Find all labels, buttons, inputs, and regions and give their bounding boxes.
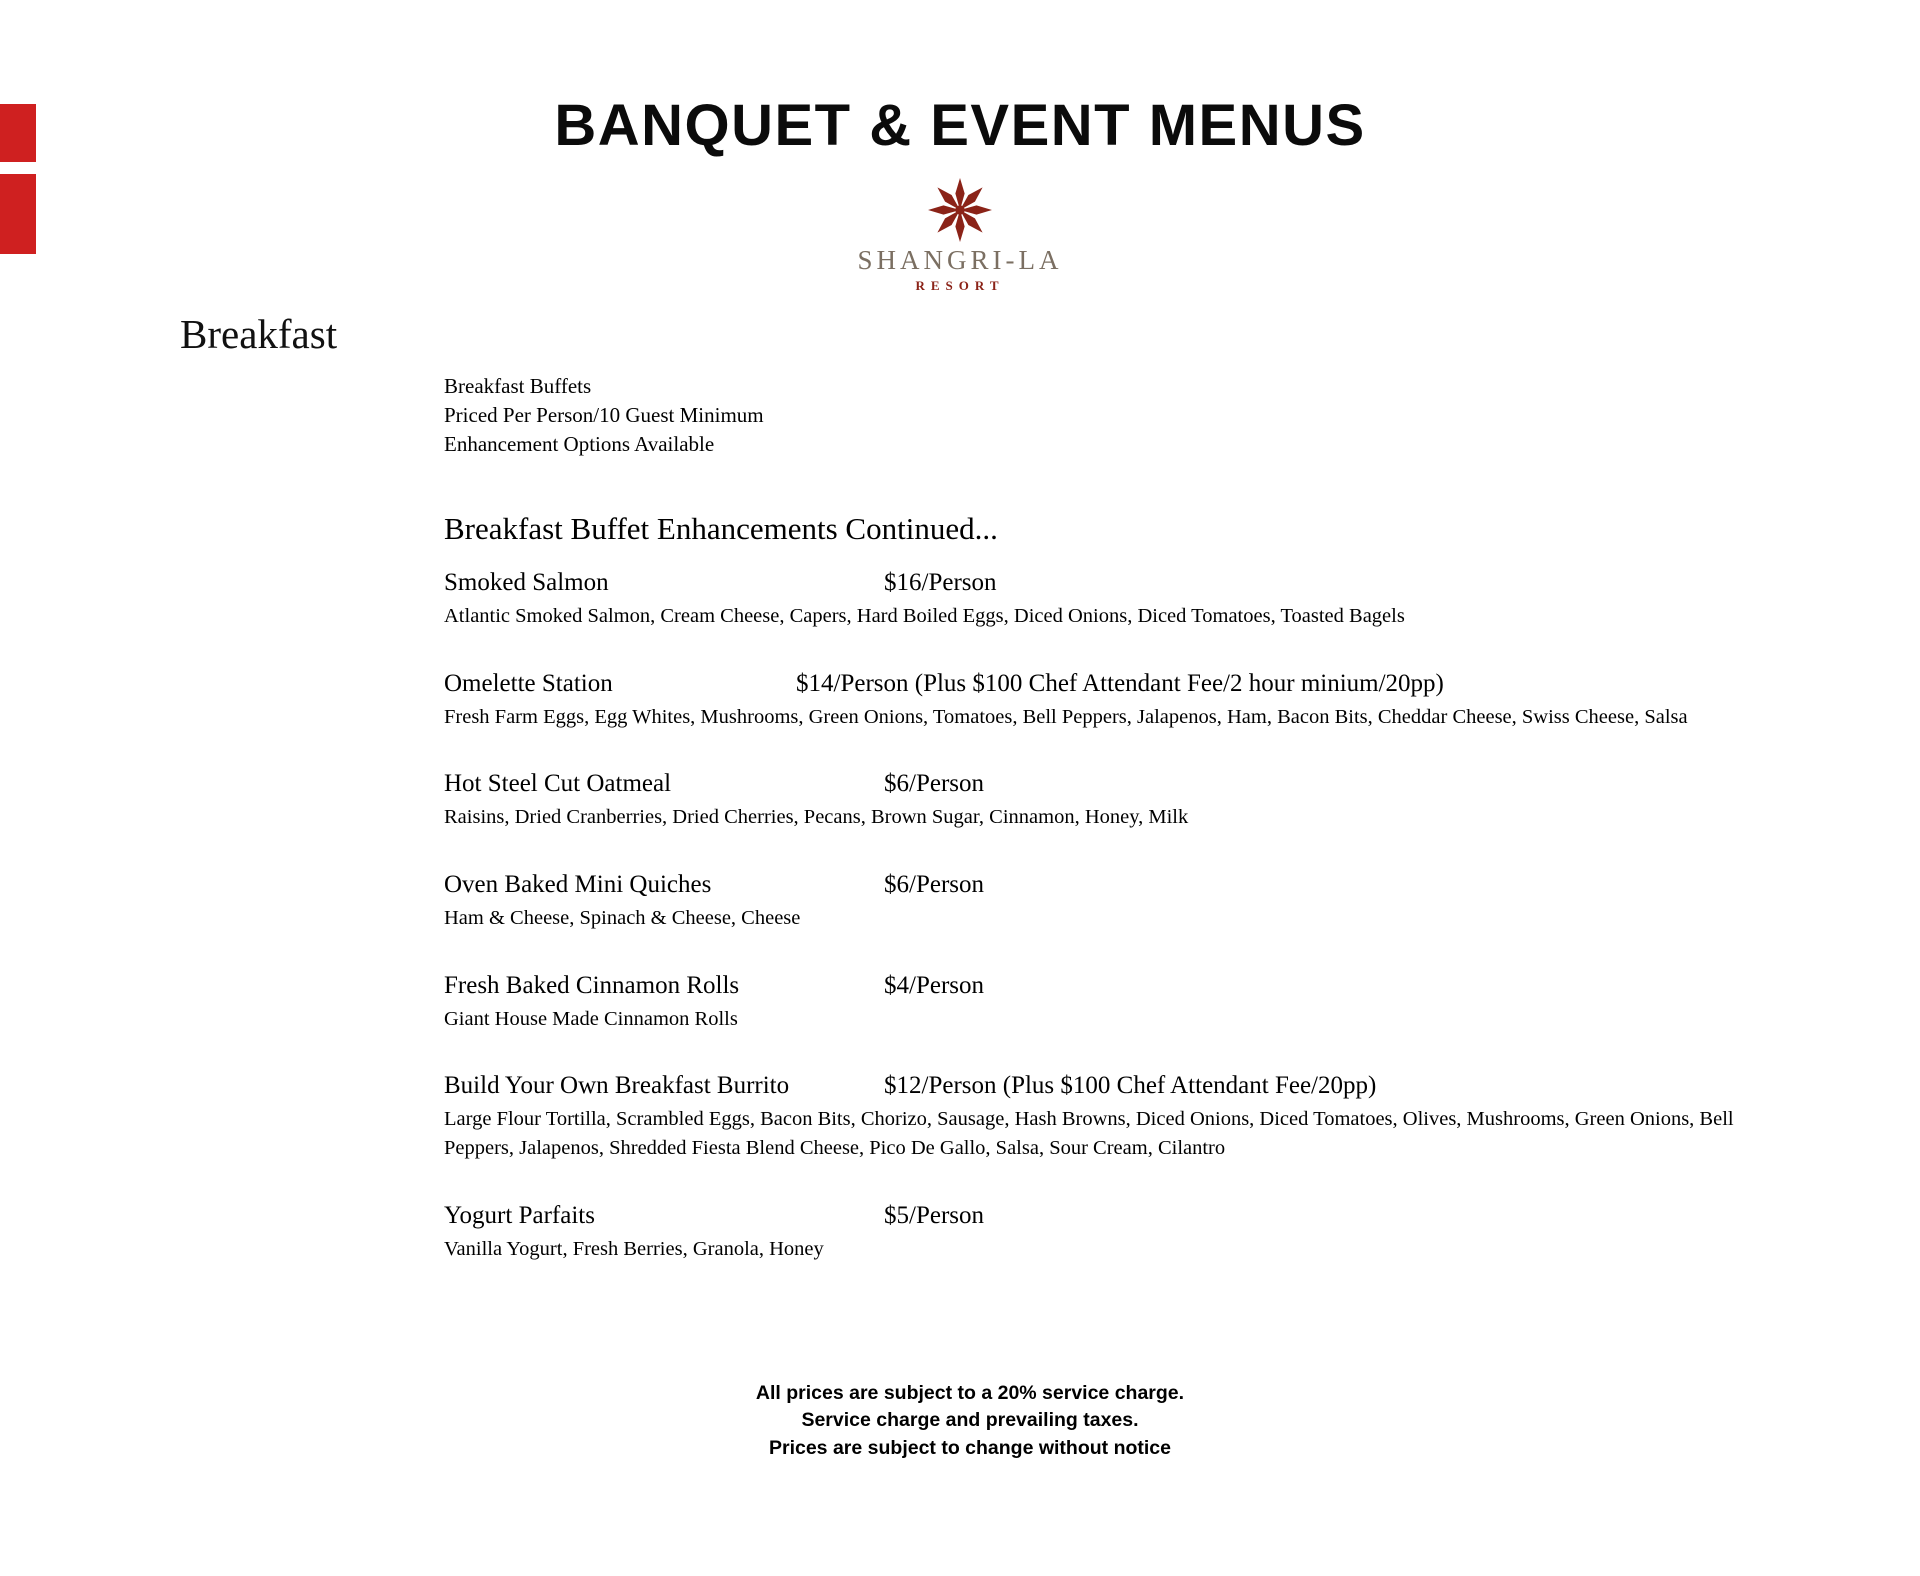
menu-content bbox=[444, 372, 1784, 1263]
menu-item bbox=[444, 871, 1784, 933]
page-title: BANQUET & EVENT MENUS bbox=[554, 93, 1366, 158]
item-name: Omelette Station bbox=[444, 669, 613, 697]
item-description: Giant House Made Cinnamon Rolls bbox=[444, 1007, 738, 1030]
intro-block bbox=[444, 372, 1784, 459]
item-name-row bbox=[444, 1072, 1784, 1100]
lotus-flower-icon bbox=[927, 177, 993, 243]
footer-line: Prices are subject to change without notice bbox=[768, 1436, 1171, 1459]
item-name: Yogurt Parfaits bbox=[444, 1201, 595, 1229]
menu-heading: Breakfast Buffet Enhancements Continued... bbox=[444, 510, 998, 546]
item-description: Vanilla Yogurt, Fresh Berries, Granola, Honey bbox=[444, 1237, 824, 1260]
footer-line: Service charge and prevailing taxes. bbox=[801, 1409, 1139, 1432]
item-price: $14/Person (Plus $100 Chef Attendant Fee/2 hour minium/20pp) bbox=[796, 669, 1444, 697]
item-description: Ham & Cheese, Spinach & Cheese, Cheese bbox=[444, 906, 801, 929]
item-description: Fresh Farm Eggs, Egg Whites, Mushrooms, Green Onions, Tomatoes, Bell Peppers, Jalapenos, Ham, Bacon Bits, Cheddar Cheese, Swiss Cheese, Salsa bbox=[444, 705, 1688, 728]
menu-item bbox=[444, 770, 1784, 832]
item-price: $5/Person bbox=[884, 1201, 984, 1229]
menu-item bbox=[444, 569, 1784, 631]
item-name: Oven Baked Mini Quiches bbox=[444, 870, 712, 898]
item-name: Smoked Salmon bbox=[444, 568, 609, 596]
item-name-row bbox=[444, 569, 1784, 597]
menu-item bbox=[444, 972, 1784, 1034]
item-name-row bbox=[444, 972, 1784, 1000]
logo-subtitle: RESORT bbox=[915, 278, 1005, 293]
item-price: $4/Person bbox=[884, 971, 984, 999]
footer-notes bbox=[0, 1380, 1920, 1462]
item-name-row bbox=[444, 1202, 1784, 1230]
item-name-row bbox=[444, 770, 1784, 798]
item-price: $16/Person bbox=[884, 568, 997, 596]
item-name-row bbox=[444, 871, 1784, 899]
item-name: Build Your Own Breakfast Burrito bbox=[444, 1072, 790, 1100]
intro-line: Priced Per Person/10 Guest Minimum bbox=[444, 402, 764, 427]
item-name: Hot Steel Cut Oatmeal bbox=[444, 770, 672, 798]
item-name: Fresh Baked Cinnamon Rolls bbox=[444, 971, 740, 999]
item-price: $6/Person bbox=[884, 770, 984, 798]
corner-mark-top bbox=[0, 104, 36, 162]
item-price: $6/Person bbox=[884, 870, 984, 898]
menu-item bbox=[444, 1202, 1784, 1264]
item-description: Large Flour Tortilla, Scrambled Eggs, Bacon Bits, Chorizo, Sausage, Hash Browns, Diced Onions, Diced Tomatoes, Olives, Mushrooms, Green Onions, Bell Peppers, Jalapenos, Shredded Fiesta Blend Cheese, Pico De Gallo, Salsa, Sour Cream, Cilantro bbox=[444, 1108, 1734, 1160]
menu-items bbox=[444, 569, 1784, 1264]
menu-item bbox=[444, 670, 1784, 732]
shangri-la-logo bbox=[0, 177, 1920, 292]
menu-item bbox=[444, 1072, 1784, 1162]
item-name-row bbox=[444, 670, 1784, 698]
footer-line: All prices are subject to a 20% service charge. bbox=[755, 1382, 1185, 1404]
item-description: Atlantic Smoked Salmon, Cream Cheese, Capers, Hard Boiled Eggs, Diced Onions, Diced Tomatoes, Toasted Bagels bbox=[444, 604, 1405, 627]
item-price: $12/Person (Plus $100 Chef Attendant Fee/20pp) bbox=[884, 1072, 1377, 1100]
logo-wordmark: SHANGRI-LA bbox=[857, 245, 1063, 275]
item-description: Raisins, Dried Cranberries, Dried Cherries, Pecans, Brown Sugar, Cinnamon, Honey, Milk bbox=[444, 806, 1189, 829]
intro-line: Enhancement Options Available bbox=[444, 431, 715, 456]
section-heading: Breakfast bbox=[180, 311, 338, 357]
intro-line: Breakfast Buffets bbox=[444, 374, 592, 398]
corner-mark-bottom bbox=[0, 174, 36, 254]
